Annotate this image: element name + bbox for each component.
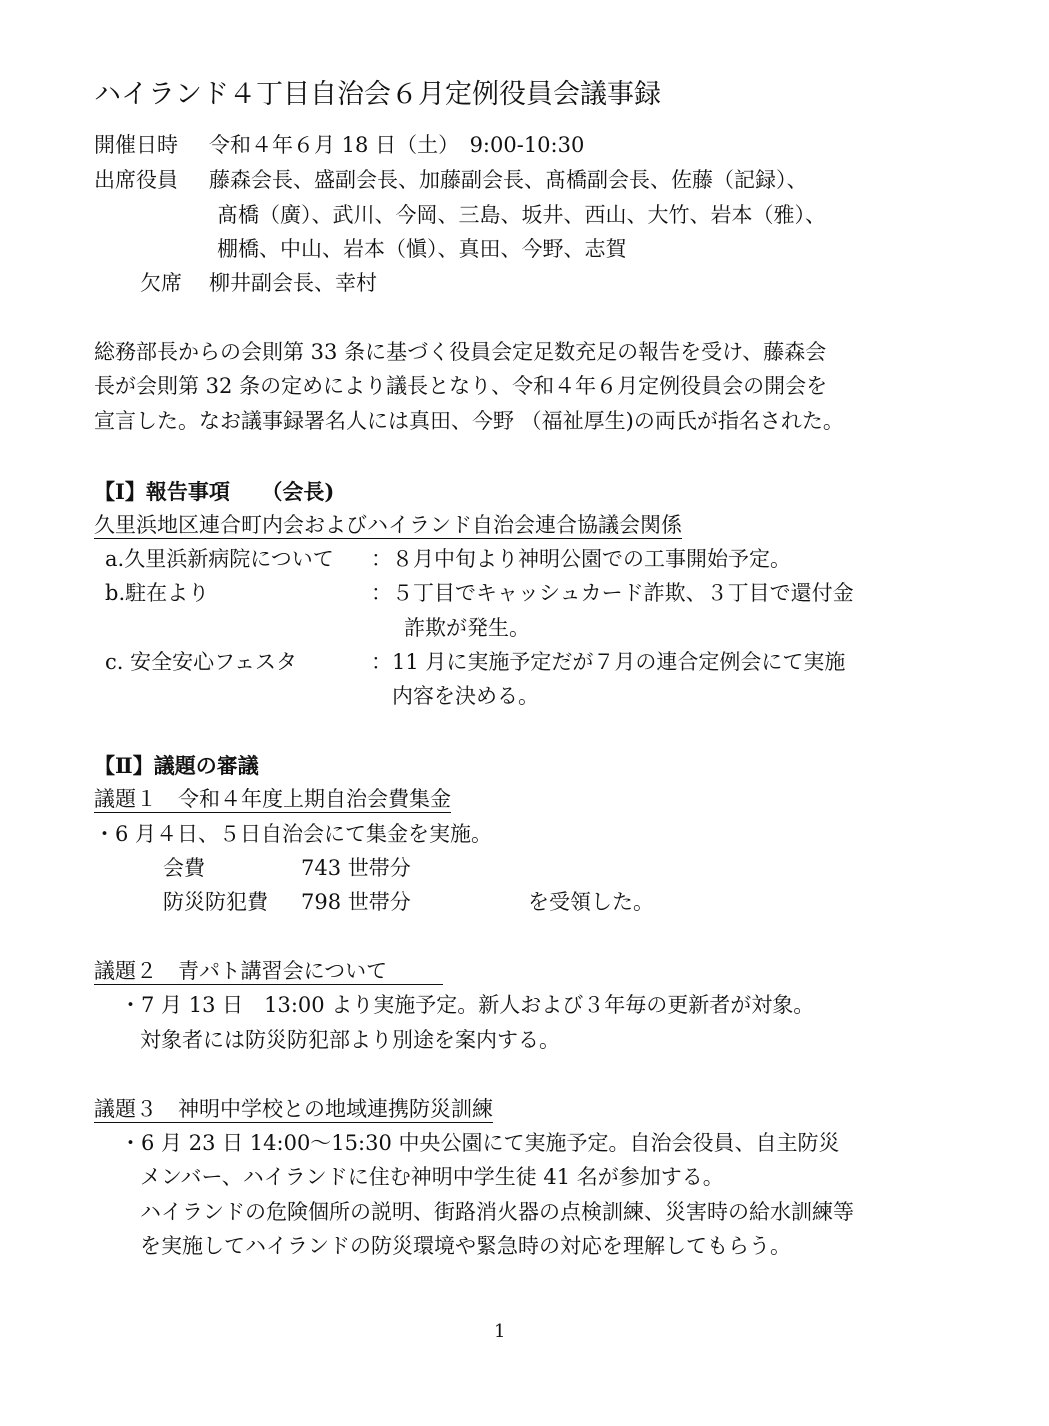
fee-value: 743 世帯分 bbox=[301, 856, 411, 880]
topic2-line-1: ・7 月 13 日 13:00 より実施予定。新人および３年毎の更新者が対象。 bbox=[120, 993, 815, 1017]
topic1-title bbox=[94, 788, 451, 813]
attend-line-2: 髙橋（廣）、武川、今岡、三島、坂井、西山、大竹、岩本（雅）、 bbox=[217, 203, 826, 227]
report-a-label: a.久里浜新病院について bbox=[105, 547, 334, 571]
absent-value: 柳井副会長、幸村 bbox=[209, 271, 377, 295]
intro-line-2: 長が会則第 32 条の定めにより議長となり、令和４年６月定例役員会の開会を bbox=[94, 374, 828, 398]
document-title: ハイランド４丁目自治会６月定例役員会議事録 bbox=[94, 79, 661, 110]
intro-line-3: 宣言した。なお議事録署名人には真田、今野 （福祉厚生)の両氏が指名された。 bbox=[94, 409, 844, 433]
attend-line-3: 棚橋、中山、岩本（愼）、真田、今野、志賀 bbox=[217, 237, 627, 261]
bousai-value: 798 世帯分 bbox=[301, 890, 411, 914]
report-c-label: c. 安全安心フェスタ bbox=[105, 650, 298, 674]
date-label: 開催日時 bbox=[94, 133, 178, 157]
report-b-text: ：５丁目でキャッシュカード詐欺、３丁目で還付金 bbox=[371, 581, 854, 605]
topic3-title-text: 議題３ 神明中学校との地域連携防災訓練 bbox=[94, 1098, 493, 1123]
report-c-cont: 内容を決める。 bbox=[392, 684, 539, 708]
topic3-line-3: ハイランドの危険個所の説明、街路消火器の点検訓練、災害時の給水訓練等 bbox=[140, 1200, 854, 1224]
section2-heading: 【Ⅱ】議題の審議 bbox=[94, 753, 259, 778]
topic3-line-4: を実施してハイランドの防災環境や緊急時の対応を理解してもらう。 bbox=[140, 1234, 791, 1258]
page-number: 1 bbox=[494, 1321, 506, 1342]
topic1-title-text: 議題１ 令和４年度上期自治会費集金 bbox=[94, 788, 451, 813]
topic1-line-1: ・6 月４日、５日自治会にて集金を実施。 bbox=[94, 822, 493, 846]
report-b-cont: 詐欺が発生。 bbox=[404, 616, 530, 640]
report-a-text: ：８月中旬より神明公園での工事開始予定。 bbox=[371, 547, 791, 571]
report-c-text: ：11 月に実施予定だが７月の連合定例会にて実施 bbox=[371, 650, 846, 674]
received-text: を受領した。 bbox=[528, 890, 654, 914]
section1-heading: 【Ⅰ】報告事項 （会長) bbox=[94, 479, 335, 504]
topic2-title bbox=[94, 960, 443, 985]
topic3-line-2: メンバー、ハイランドに住む神明中学生徒 41 名が参加する。 bbox=[140, 1165, 724, 1189]
topic3-title bbox=[94, 1098, 493, 1123]
topic3-line-1: ・6 月 23 日 14:00～15:30 中央公園にて実施予定。自治会役員、自主防災 bbox=[120, 1131, 840, 1155]
report-b-label: b.駐在より bbox=[105, 581, 210, 605]
intro-line-1: 総務部長からの会則第 33 条に基づく役員会定足数充足の報告を受け、藤森会 bbox=[94, 340, 827, 364]
fee-label: 会費 bbox=[163, 856, 205, 880]
bousai-label: 防災防犯費 bbox=[163, 890, 268, 914]
topic2-line-2: 対象者には防災防犯部より別途を案内する。 bbox=[140, 1028, 560, 1052]
section1-subheading-text: 久里浜地区連合町内会およびハイランド自治会連合協議会関係 bbox=[94, 514, 682, 539]
absent-label: 欠席 bbox=[140, 271, 182, 295]
attend-line-1: 藤森会長、盛副会長、加藤副会長、髙橋副会長、佐藤（記録）、 bbox=[209, 168, 808, 192]
attend-label: 出席役員 bbox=[94, 168, 178, 192]
topic2-title-text: 議題２ 青パト講習会について bbox=[94, 960, 443, 985]
date-value: 令和４年６月 18 日（土） 9:00-10:30 bbox=[209, 133, 585, 157]
section1-subheading bbox=[94, 514, 682, 539]
